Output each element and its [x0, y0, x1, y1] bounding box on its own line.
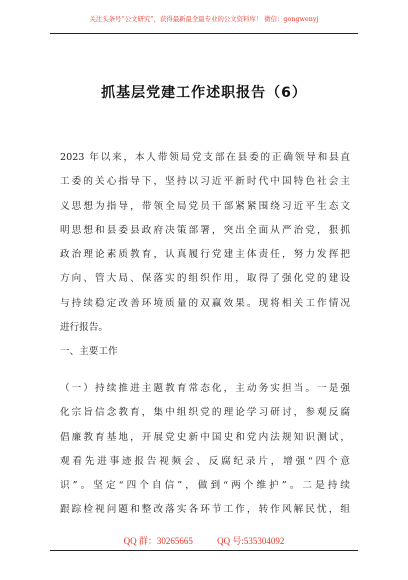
paragraph-line: 进行报告。 — [60, 322, 108, 334]
paragraph-line: 政治理论素质教育，认真履行党建主体责任，努力发挥把 — [60, 249, 350, 261]
paragraph-line: 义思想为指导，带领全局党员干部紧紧围绕习近平生态文 — [60, 200, 350, 212]
paragraph-line: 跟踪检视问题和整改落实各环节工作，转作风解民忧，组 — [60, 504, 350, 516]
paragraph-line: 方向、管大局、保落实的组织作用，取得了强化党的建设 — [60, 273, 350, 285]
footer-divider — [50, 550, 358, 551]
paragraph-line: 工委的关心指导下，坚持以习近平新时代中国特色社会主 — [60, 176, 350, 188]
document-title: 抓基层党建工作述职报告（6） — [101, 85, 307, 101]
paragraph-line: 化宗旨信念教育，集中组织党的理论学习研讨，参观反腐 — [60, 407, 350, 419]
paragraph-line: 明思想和县委县政府决策部署，突出全面从严治党，狠抓 — [60, 224, 350, 236]
paragraph-intro — [60, 146, 350, 340]
paragraph-line: 倡廉教育基地，开展党史新中国史和党内法规知识测试， — [60, 431, 350, 443]
footer-contact — [0, 534, 408, 547]
footer-qq-number: QQ 号:535304092 — [217, 536, 285, 546]
paragraph-line: 观看先进事迹报告视频会、反腐纪录片，增强“四个意 — [60, 455, 350, 467]
header-promo-note: 关注头条号“公文研究”，获得最新最全最专业的公文资料库！ 微信：gongwenyj — [89, 15, 319, 23]
paragraph-line: 2023 年以来，本人带领局党支部在县委的正确领导和县直 — [60, 152, 350, 163]
section-heading: 一、主要工作 — [60, 346, 118, 357]
footer-qq-group: QQ 群：30265665 — [123, 536, 193, 546]
paragraph-line: 与持续稳定改善环境质量的双赢效果。现将相关工作情况 — [60, 297, 350, 309]
paragraph-line: 识”。坚定“四个自信”，做到“两个维护”。二是持续 — [60, 480, 350, 492]
paragraph-work-1 — [60, 377, 350, 523]
header-divider — [50, 33, 358, 34]
paragraph-line: （一）持续推进主题教育常态化，主动务实担当。一是强 — [60, 383, 350, 394]
